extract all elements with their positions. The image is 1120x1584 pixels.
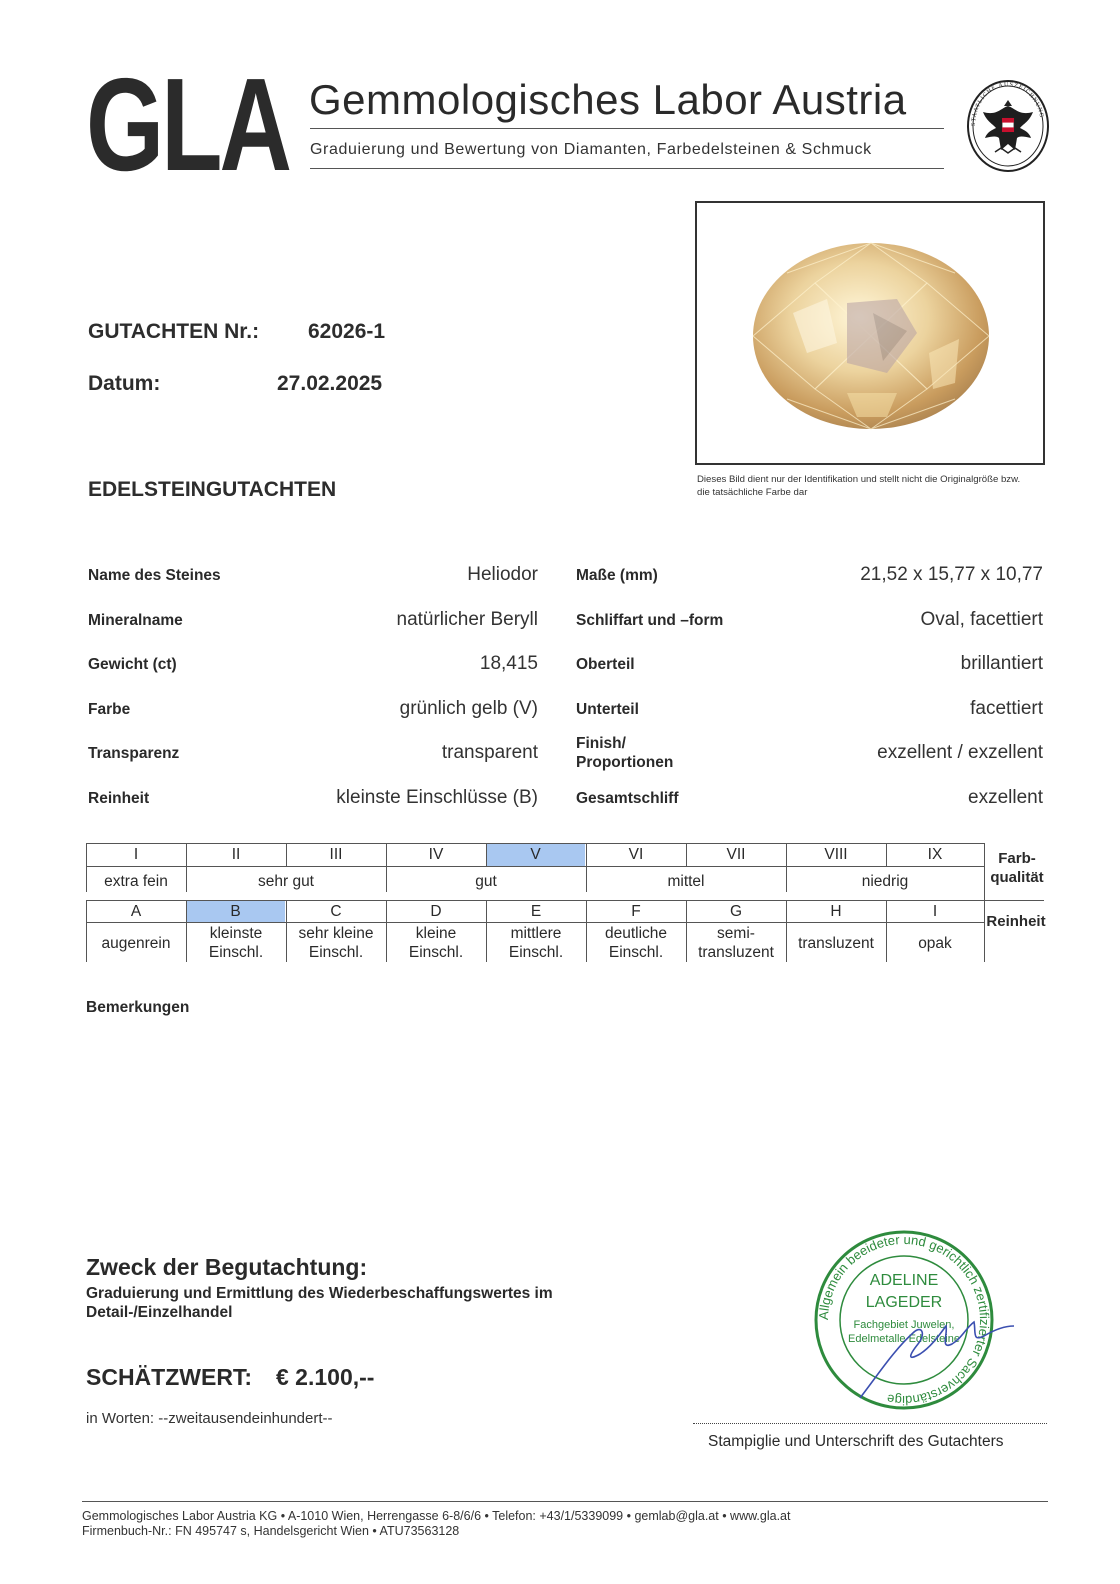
expert-stamp [790,1222,1022,1418]
valuation-label: SCHÄTZWERT: [86,1364,253,1390]
valuation-in-words [86,1410,333,1427]
color-group-label: niedrig [861,873,909,890]
property-value: exzellent / exzellent [877,742,1043,763]
in-words-value: --zweitausendeinhundert-- [158,1410,333,1427]
clarity-description: opak [918,935,952,952]
property-label: Reinheit [88,790,150,807]
header-rule-top [310,128,944,129]
footer-contact: Gemmologisches Labor Austria KG • A-1010 Wien, Herrengasse 6-8/6/6 • Telefon: +43/1/5339099 • gemlab@gla.at • www.gla.at [82,1509,791,1523]
clarity-grade-cell: G [729,903,743,920]
property-label: Oberteil [576,656,635,673]
color-grade-cell: IV [428,846,444,863]
property-label: Finish/ Proportionen [576,735,674,771]
color-scale-label: Farb-qualität [990,850,1044,886]
purpose-title: Zweck der Begutachtung: [86,1254,368,1280]
clarity-description: mittlere Einschl. [508,925,564,961]
color-grade-cell: VI [628,846,644,863]
property-label: Gesamtschliff [576,790,679,807]
stamp-ring-text: Allgemein beeideter und gerichtlich zertifizierter Sachverständige [815,1231,993,1409]
color-grade-cell: VII [726,846,746,863]
gla-logo [86,51,291,198]
color-grade-cell: II [231,846,241,863]
clarity-description: semi-transluzent [698,925,774,961]
property-value: Heliodor [467,564,538,585]
austrian-eagle-coat-of-arms-icon [965,78,1051,174]
gem-photo [697,203,1043,463]
property-value: natürlicher Beryll [396,609,538,630]
color-grade-cell: III [329,846,343,863]
clarity-scale-label: Reinheit [986,913,1046,930]
property-value: 21,52 x 15,77 x 10,77 [860,564,1043,585]
color-group-label: mittel [667,873,705,890]
clarity-description: deutliche Einschl. [604,925,668,961]
color-grade-cell: VIII [824,846,848,863]
property-value: 18,415 [479,653,538,674]
footer-rule [82,1501,1048,1502]
property-value: exzellent [968,787,1043,808]
clarity-description: augenrein [101,935,171,952]
footer-registry: Firmenbuch-Nr.: FN 495747 s, Handelsgericht Wien • ATU73563128 [82,1524,460,1538]
report-date: 27.02.2025 [277,372,383,395]
property-value: grünlich gelb (V) [399,698,538,719]
remarks-label: Bemerkungen [86,999,190,1016]
color-group-label: sehr gut [257,873,314,890]
photo-disclaimer: Dieses Bild dient nur der Identifikation und stellt nicht die Originalgröße bzw. die tatsächliche Farbe dar [697,474,1021,498]
report-number: 62026-1 [308,320,386,343]
property-label: Name des Steines [88,567,221,584]
clarity-grade-cell: E [530,903,542,920]
signature-line [693,1423,1047,1424]
clarity-grade-cell: C [330,903,342,920]
clarity-grade-cell: F [631,903,641,920]
property-value: facettiert [970,698,1043,719]
clarity-description: transluzent [798,935,874,952]
stamp-name: ADELINE LAGEDER [865,1272,943,1311]
color-grade-cell: IX [927,846,943,863]
property-label: Transparenz [88,745,180,762]
coat-ring-text: STAATLICHE AUSZEICHNUNG [970,81,1045,127]
clarity-grade-cell: A [130,903,142,920]
in-words-label: in Worten: [86,1410,155,1427]
clarity-description: sehr kleine Einschl. [298,925,374,961]
property-label: Gewicht (ct) [88,656,177,673]
report-type: EDELSTEINGUTACHTEN [88,478,337,501]
valuation-amount: € 2.100,-- [276,1364,375,1390]
lab-name: Gemmologisches Labor Austria [309,76,907,123]
property-label: Mineralname [88,612,183,629]
color-grade-cell: I [133,846,139,863]
property-value: transparent [441,742,538,763]
property-label: Unterteil [576,701,639,718]
gla-logo-text: GLA [86,51,290,198]
color-group-label: gut [475,873,497,890]
clarity-grade-cell: I [932,903,938,920]
stamp-field: Fachgebiet Juwelen, Edelmetalle Edelsteine [848,1319,960,1345]
property-label: Maße (mm) [576,567,658,584]
color-grade-cell-selected: V [486,844,585,866]
clarity-grade-cell: H [830,903,842,920]
property-value: brillantiert [960,653,1043,674]
report-number-label: GUTACHTEN Nr.: [88,320,260,343]
purpose-text: Graduierung und Ermittlung des Wiederbeschaffungswertes im Detail-/Einzelhandel [86,1285,553,1321]
property-value: kleinste Einschlüsse (B) [336,787,538,808]
property-label: Schliffart und –form [576,612,724,629]
signature-caption: Stampiglie und Unterschrift des Gutachters [708,1433,1004,1450]
clarity-grade-cell: D [430,903,442,920]
clarity-description: kleinste Einschl. [208,925,264,961]
property-label: Farbe [88,701,131,718]
clarity-description: kleine Einschl. [408,925,464,961]
header-rule-bottom [310,168,944,169]
lab-tagline: Graduierung und Bewertung von Diamanten, Farbedelsteinen & Schmuck [310,141,872,158]
report-date-label: Datum: [88,372,161,395]
clarity-grade-cell-selected: B [186,901,285,922]
property-value: Oval, facettiert [920,609,1043,630]
gem-photo-frame [695,201,1045,465]
color-group-label: extra fein [104,873,168,890]
